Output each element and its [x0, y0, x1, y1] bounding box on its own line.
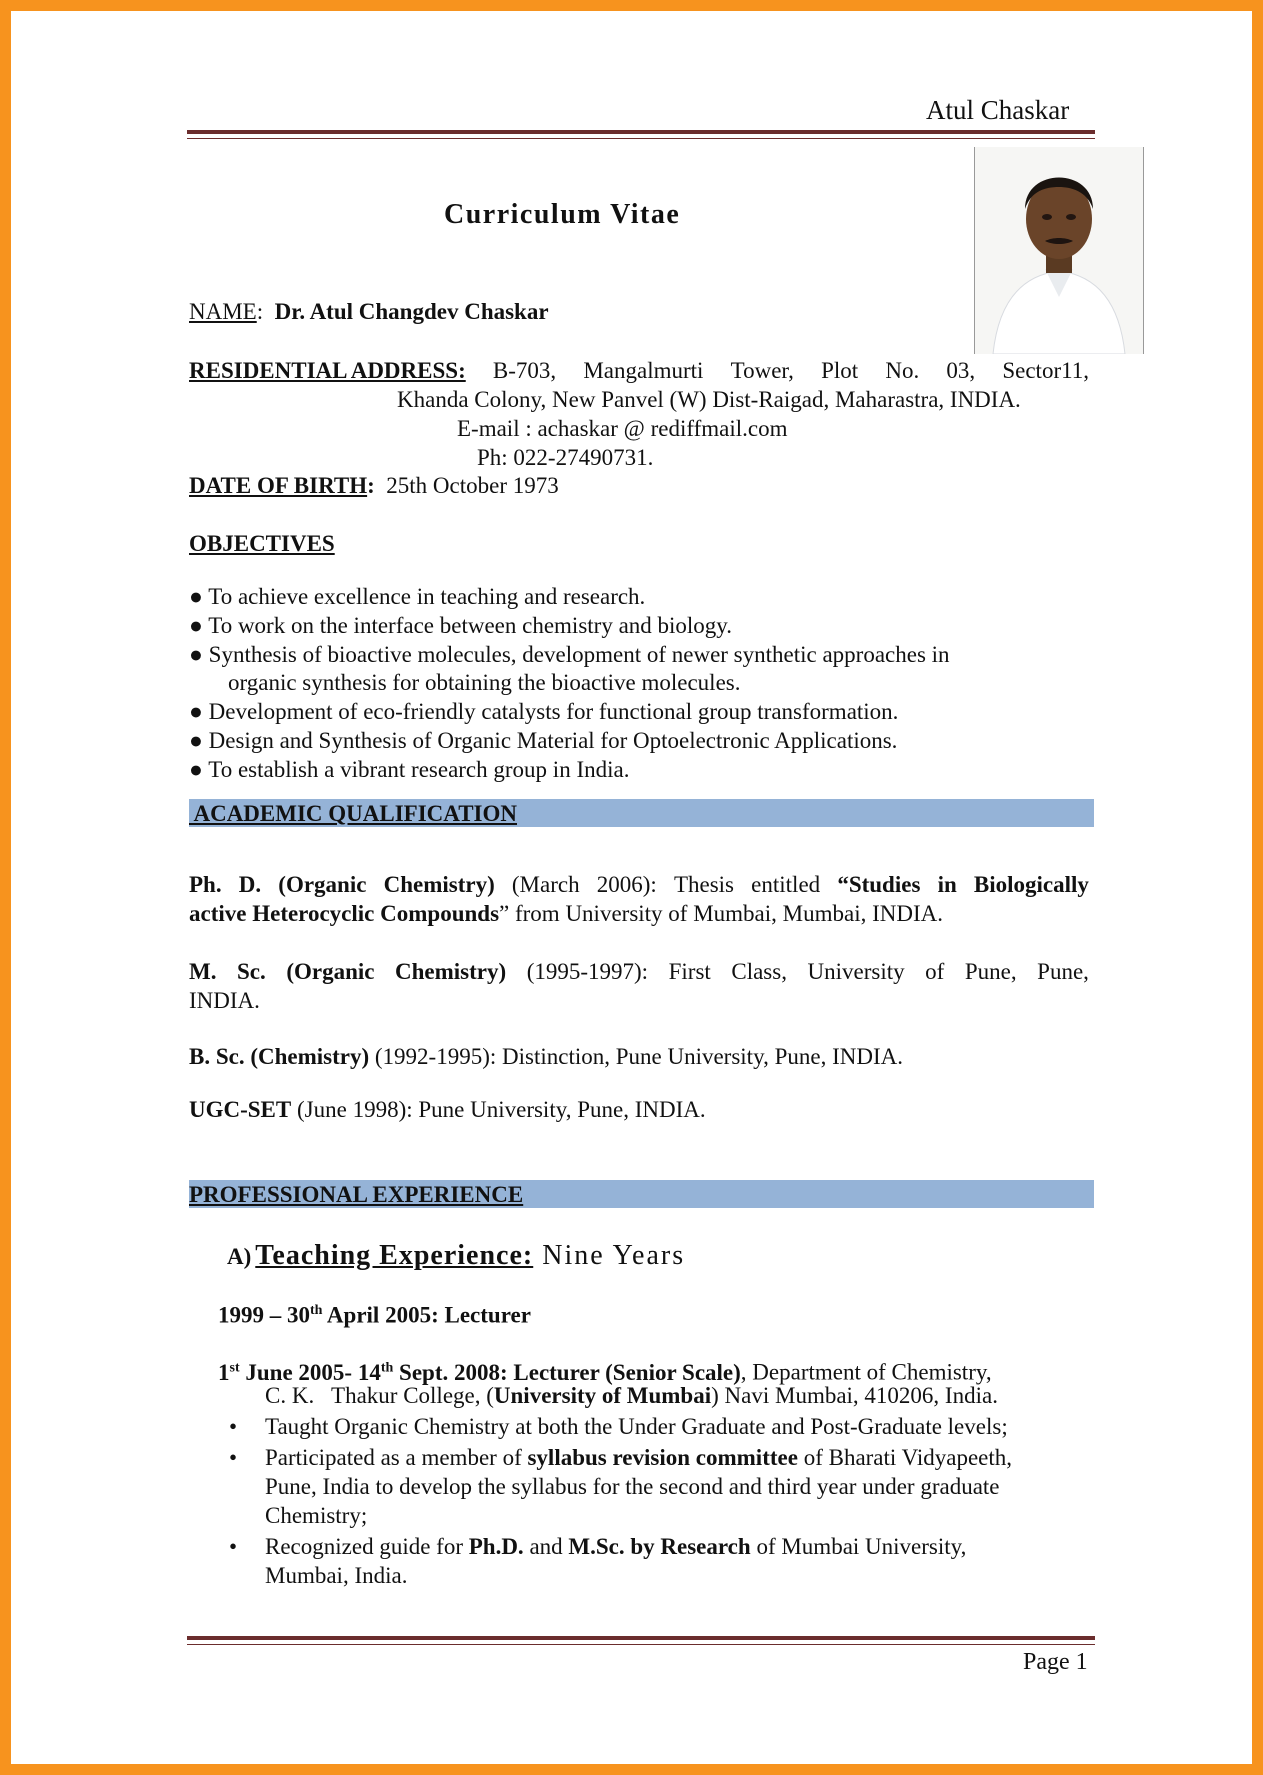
address-word: B-703,	[492, 358, 557, 383]
address-word: No.	[885, 358, 920, 383]
experience-bullet-2-line-3: Chemistry;	[265, 1503, 368, 1528]
address-word: Mangalmurti	[583, 358, 704, 383]
experience-bullet-3-line-1	[265, 1532, 966, 1561]
name-row	[189, 297, 549, 326]
phd-line-1	[189, 870, 1089, 899]
degree-msc-research: M.Sc. by Research	[568, 1534, 751, 1559]
dob-colon: :	[367, 473, 375, 498]
name-value: Dr. Atul Changdev Chaskar	[274, 299, 549, 324]
address-label: RESIDENTIAL ADDRESS:	[189, 358, 466, 383]
header-author-name: Atul Chaskar	[926, 95, 1070, 125]
msc-word: (Organic	[286, 959, 375, 984]
msc-word: Chemistry)	[395, 959, 507, 984]
address-email: E-mail : achaskar @ rediffmail.com	[457, 416, 788, 441]
objective-text: To establish a vibrant research group in India.	[208, 757, 630, 782]
phd-institution: ” from University of Mumbai, Mumbai, INDIA.	[499, 901, 943, 926]
phd-word: 2006):	[596, 872, 657, 897]
experience-bullet-2-line-2: Pune, India to develop the syllabus for the second and third year under graduate	[265, 1474, 1000, 1499]
ugc-line	[189, 1095, 706, 1124]
bullet-text: of Bharati Vidyapeeth,	[797, 1445, 1013, 1470]
msc-line-1	[189, 957, 1089, 986]
senior-department: , Department of Chemistry,	[740, 1359, 992, 1385]
bullet: ●	[189, 728, 203, 753]
footer-rule	[187, 1636, 1095, 1645]
senior-period-text: 1	[218, 1359, 230, 1385]
msc-word: Sc.	[237, 959, 266, 984]
msc-word: (1995-1997):	[526, 959, 649, 984]
lecturer-period-text: April 2005: Lecturer	[322, 1302, 531, 1328]
phd-word: D.	[238, 872, 262, 897]
bullet-text: and	[523, 1534, 569, 1559]
bsc-degree: B. Sc. (Chemistry)	[189, 1044, 370, 1069]
objective-item	[189, 726, 897, 755]
profile-photo-image	[975, 147, 1143, 354]
dob-row	[189, 471, 559, 500]
university-name: University of Mumbai	[493, 1383, 712, 1408]
bullet-text: Recognized guide for	[265, 1534, 469, 1559]
experience-bullet-3	[229, 1532, 255, 1561]
phd-line-2	[189, 899, 943, 928]
page-number: Page 1	[1023, 1649, 1088, 1675]
msc-word: First	[668, 959, 711, 984]
senior-period-text: Sept. 2008: Lecturer (Senior Scale)	[393, 1359, 741, 1385]
objective-item	[189, 697, 898, 726]
bullet: ●	[189, 757, 203, 782]
objective-text: Synthesis of bioactive molecules, development of newer synthetic approaches in	[208, 642, 950, 667]
ugc-title: UGC-SET	[189, 1097, 292, 1122]
phd-word: Ph.	[189, 872, 222, 897]
teaching-prefix: A)	[227, 1244, 252, 1269]
experience-bullet-1-text: Taught Organic Chemistry at both the Under Graduate and Post-Graduate levels;	[265, 1414, 1008, 1439]
bsc-details: (1992-1995): Distinction, Pune University, Pune, INDIA.	[369, 1044, 903, 1069]
phd-word: entitled	[751, 872, 821, 897]
college-location: ) Navi Mumbai, 410206, India.	[711, 1383, 998, 1408]
bullet-text: of Mumbai University,	[750, 1534, 967, 1559]
msc-word: Pune,	[964, 959, 1017, 984]
academic-heading: ACADEMIC QUALIFICATION	[189, 801, 517, 826]
msc-word: Class,	[731, 959, 787, 984]
profile-photo	[974, 147, 1144, 354]
teaching-label: Teaching Experience:	[255, 1240, 534, 1271]
objective-item	[189, 640, 950, 669]
bullet: ●	[189, 584, 203, 609]
bullet: ●	[189, 613, 203, 638]
teaching-duration: Nine Years	[533, 1240, 686, 1271]
header-rule	[187, 130, 1095, 139]
objective-continuation: organic synthesis for obtaining the bioactive molecules.	[228, 670, 741, 695]
bullet-text: Participated as a member of	[265, 1445, 528, 1470]
name-label: NAME	[189, 299, 257, 324]
address-row-1	[189, 356, 1089, 385]
msc-word: M.	[189, 959, 217, 984]
msc-word: University	[807, 959, 905, 984]
experience-bullet-1	[229, 1412, 255, 1441]
address-word: Tower,	[730, 358, 794, 383]
objective-item	[189, 755, 629, 784]
address-word: Plot	[821, 358, 859, 383]
phd-word: (Organic	[278, 872, 367, 897]
dob-value: 25th October 1973	[386, 473, 559, 498]
phd-word: “Studies	[837, 872, 921, 897]
degree-phd: Ph.D.	[468, 1534, 524, 1559]
msc-line-2: INDIA.	[189, 988, 260, 1013]
ordinal-suffix: st	[229, 1360, 240, 1375]
document-title: Curriculum Vitae	[444, 199, 681, 230]
experience-bullet-2-line-1	[265, 1443, 1012, 1472]
dob-label: DATE OF BIRTH	[189, 473, 368, 498]
address-word: Sector11,	[1002, 358, 1089, 383]
msc-word: of	[925, 959, 945, 984]
objective-text: To work on the interface between chemistry and biology.	[208, 613, 733, 638]
objective-text: Development of eco-friendly catalysts for functional group transformation.	[208, 699, 899, 724]
college-name: C. K. Thakur College, (	[265, 1383, 494, 1408]
senior-lecturer-line-2	[265, 1381, 998, 1410]
academic-section-header	[189, 799, 1094, 827]
ordinal-suffix: th	[310, 1303, 323, 1318]
objectives-heading: OBJECTIVES	[189, 531, 335, 556]
bullet: ●	[189, 642, 203, 667]
address-line-2: Khanda Colony, New Panvel (W) Dist-Raigad, Maharastra, INDIA.	[397, 387, 1021, 412]
committee-name: syllabus revision committee	[527, 1445, 798, 1470]
objective-item	[189, 611, 732, 640]
bsc-line	[189, 1042, 903, 1071]
name-separator: :	[256, 299, 264, 324]
phd-word: (March	[511, 872, 580, 897]
phd-word: in	[937, 872, 957, 897]
senior-period-text: June 2005- 14	[239, 1359, 381, 1385]
address-word: 03,	[946, 358, 976, 383]
ordinal-suffix: th	[380, 1360, 394, 1375]
phd-thesis-title: active Heterocyclic Compounds	[189, 901, 500, 926]
lecturer-period	[218, 1296, 531, 1330]
address-phone: Ph: 022-27490731.	[477, 445, 654, 470]
lecturer-period-text: 1999 – 30	[218, 1302, 310, 1328]
ugc-details: (June 1998): Pune University, Pune, INDIA.	[291, 1097, 706, 1122]
professional-heading: PROFESSIONAL EXPERIENCE	[189, 1182, 524, 1207]
objective-item	[189, 582, 645, 611]
objective-text: To achieve excellence in teaching and research.	[208, 584, 646, 609]
msc-word: Pune,	[1037, 959, 1089, 984]
professional-section-header	[189, 1180, 1094, 1208]
experience-bullet-2	[229, 1443, 255, 1472]
bullet: •	[229, 1445, 238, 1470]
bullet: ●	[189, 699, 203, 724]
experience-bullet-3-line-2: Mumbai, India.	[265, 1563, 408, 1588]
phd-word: Thesis	[673, 872, 735, 897]
bullet: •	[229, 1414, 238, 1439]
phd-word: Chemistry)	[383, 872, 495, 897]
phd-word: Biologically	[973, 872, 1089, 897]
bullet: •	[229, 1534, 238, 1559]
objective-text: Design and Synthesis of Organic Material for Optoelectronic Applications.	[208, 728, 898, 753]
teaching-experience-row	[227, 1240, 685, 1272]
